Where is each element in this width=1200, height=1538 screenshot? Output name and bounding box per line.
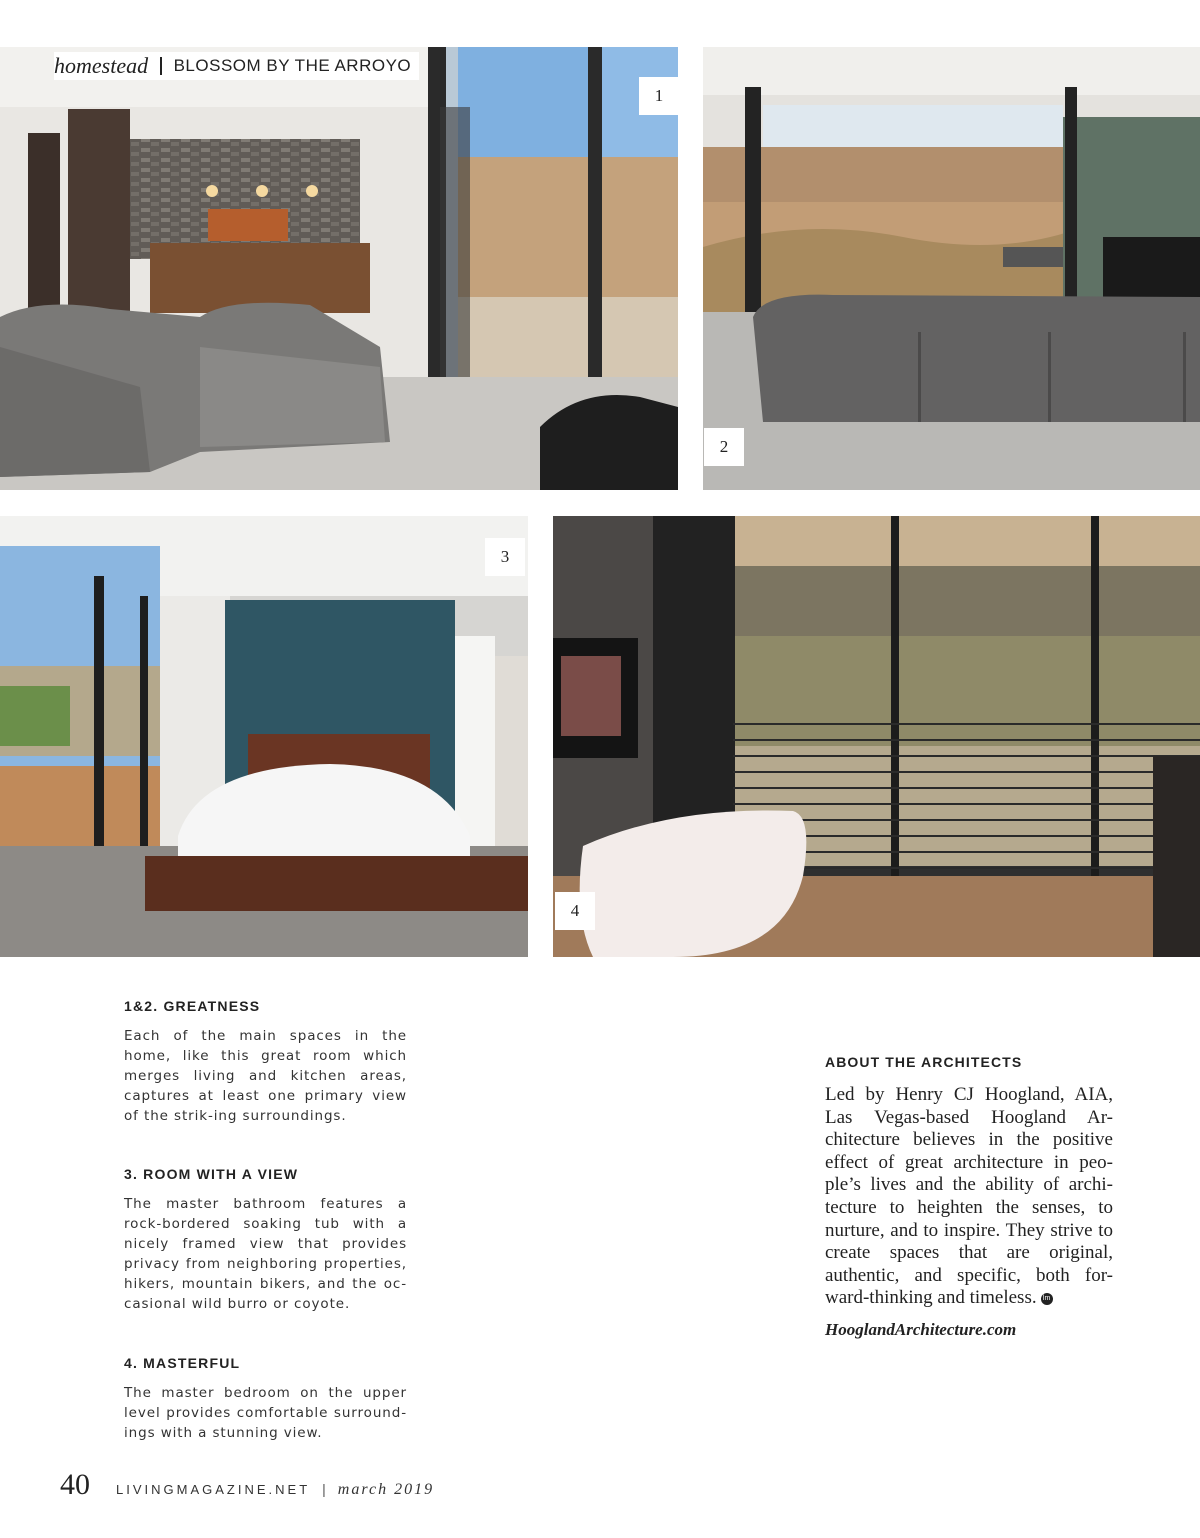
- architect-website-link[interactable]: HooglandArchitecture.com: [825, 1319, 1017, 1339]
- photo-number-4: 4: [555, 892, 595, 930]
- photo-bedroom: [0, 516, 528, 957]
- caption-text: The master bedroom on the upper level provides comfortable surround-ings with a stunning view.: [124, 1385, 407, 1441]
- page-header: [54, 52, 419, 80]
- caption-text: Each of the main spaces in the home, like this great room which merges living and kitchen areas, captures at least one primary view of the strik-ing surroundings.: [124, 1028, 407, 1124]
- issue-date: march 2019: [337, 1481, 435, 1498]
- caption-heading: 4. MASTERFUL: [124, 1355, 241, 1371]
- header-divider: [160, 57, 162, 75]
- footer-divider: |: [322, 1481, 326, 1497]
- magazine-site: LIVINGMAGAZINE.NET: [116, 1482, 311, 1497]
- page-footer: [60, 1468, 434, 1502]
- caption-room-with-a-view: [124, 1166, 407, 1314]
- photo-bathroom: [553, 516, 1200, 957]
- about-heading: ABOUT THE ARCHITECTS: [825, 1054, 1023, 1070]
- photo-number-2: 2: [704, 428, 744, 466]
- about-architects: [825, 1054, 1113, 1340]
- photo-number-3: 3: [485, 538, 525, 576]
- great-room-illustration: [0, 47, 678, 490]
- photo-number-1: 1: [639, 77, 679, 115]
- article-title: BLOSSOM BY THE ARROYO: [173, 56, 412, 75]
- section-label: homestead: [54, 53, 149, 78]
- caption-heading: 1&2. GREATNESS: [124, 998, 261, 1014]
- bedroom-illustration: [0, 516, 528, 957]
- about-text: [825, 1084, 1113, 1310]
- caption-masterful: [124, 1355, 407, 1443]
- photo-living-room: [703, 47, 1200, 490]
- page-number: 40: [60, 1468, 90, 1501]
- bathroom-illustration: [553, 516, 1200, 957]
- caption-greatness: [124, 998, 407, 1126]
- photo-great-room: [0, 47, 678, 490]
- end-mark-icon: lm: [1041, 1293, 1053, 1305]
- caption-text: The master bathroom features a rock-bordered soaking tub with a nicely framed view that provides privacy from neighboring properties, hikers, mountain bikers, and the oc-casional wild burro or coyote.: [124, 1196, 407, 1312]
- caption-heading: 3. ROOM WITH A VIEW: [124, 1166, 299, 1182]
- about-body: Led by Henry CJ Hoogland, AIA, Las Vegas-based Hoogland Ar-chitecture believes in the positive effect of great architecture in peo-ple’s lives and the ability of archi-tecture to heighten the senses, to nurture, and to inspire. They strive to create spaces that are original, authentic, and specific, both for-ward-thinking and timeless.: [825, 1084, 1113, 1309]
- living-room-illustration: [703, 47, 1200, 490]
